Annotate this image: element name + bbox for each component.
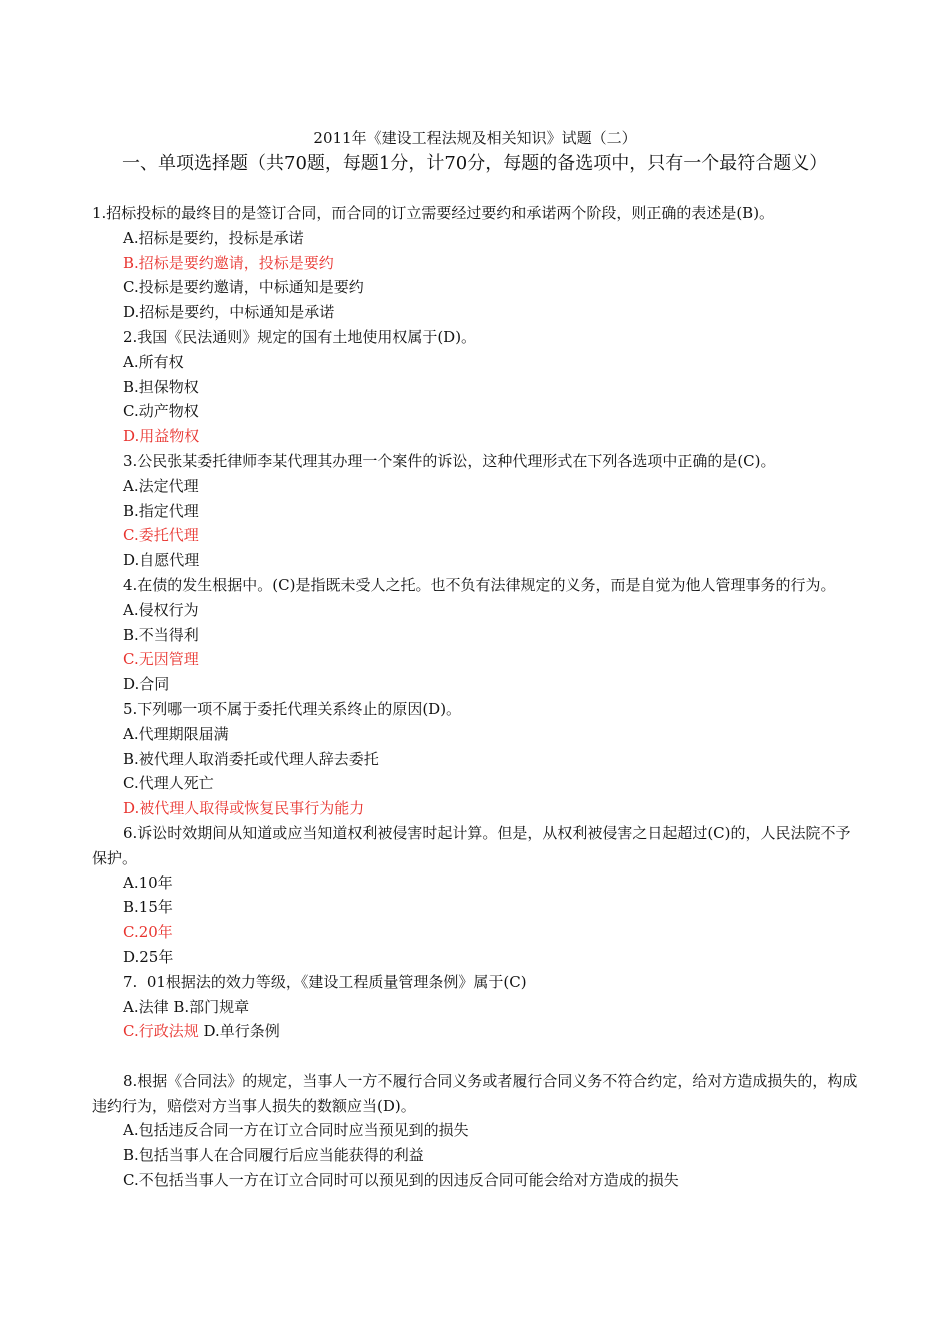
answer-option-3c: C.委托代理	[123, 526, 199, 545]
option-5b: B.被代理人取消委托或代理人辞去委托	[123, 749, 379, 768]
question-list	[92, 201, 862, 1193]
section-heading: 一、单项选择题（共70题，每题1分，计70分，每题的备选项中，只有一个最符合题义）	[122, 153, 828, 174]
question-stem-2: 2.我国《民法通则》规定的国有土地使用权属于(D)。	[123, 327, 477, 346]
option-4a: A.侵权行为	[123, 600, 199, 619]
options-7-line-2	[92, 1019, 862, 1044]
option-5c: C.代理人死亡	[123, 774, 214, 793]
option-6a: A.10年	[123, 873, 173, 892]
question-stem-3: 3.公民张某委托律师李某代理其办理一个案件的诉讼，这种代理形式在下列各选项中正确的是(C)。	[123, 451, 776, 470]
option-7d: D.单行条例	[198, 1022, 280, 1041]
option-2b: B.担保物权	[123, 377, 199, 396]
answer-option-1b: B.招标是要约邀请，投标是要约	[123, 253, 334, 272]
answer-option-6c: C.20年	[123, 923, 173, 942]
option-2c: C.动产物权	[123, 402, 199, 421]
question-stem-8: 8.根据《合同法》的规定，当事人一方不履行合同义务或者履行合同义务不符合约定，给对方造成损失的，构成违约行为，赔偿对方当事人损失的数额应当(D)。	[92, 1071, 858, 1115]
question-stem-7: 7. 01根据法的效力等级，《建设工程质量管理条例》属于(C)	[123, 972, 527, 991]
blank-line	[92, 1044, 862, 1069]
question-stem-6: 6.诉讼时效期间从知道或应当知道权利被侵害时起计算。但是，从权利被侵害之日起超过(C)的，人民法院不予保护。	[92, 823, 851, 867]
question-stem-4: 4.在债的发生根据中。(C)是指既未受人之托。也不负有法律规定的义务，而是自觉为他人管理事务的行为。	[123, 575, 836, 594]
answer-option-2d: D.用益物权	[123, 427, 200, 446]
option-8b: B.包括当事人在合同履行后应当能获得的利益	[123, 1146, 424, 1165]
question-stem-5: 5.下列哪一项不属于委托代理关系终止的原因(D)。	[123, 699, 462, 718]
option-1d: D.招标是要约，中标通知是承诺	[123, 303, 335, 322]
option-5a: A.代理期限届满	[123, 724, 229, 743]
question-stem-1: 1.招标投标的最终目的是签订合同，而合同的订立需要经过要约和承诺两个阶段，则正确的表述是(B)。	[92, 204, 775, 222]
answer-option-7c: C.行政法规	[123, 1022, 199, 1041]
option-3d: D.自愿代理	[123, 551, 200, 570]
option-4b: B.不当得利	[123, 625, 199, 644]
document-title: 2011年《建设工程法规及相关知识》试题（二）	[313, 129, 637, 147]
option-6b: B.15年	[123, 898, 173, 917]
options-7-line-1: A.法律 B.部门规章	[123, 997, 250, 1016]
option-2a: A.所有权	[123, 352, 184, 371]
answer-option-4c: C.无因管理	[123, 650, 199, 669]
option-8c: C.不包括当事人一方在订立合同时可以预见到的因违反合同可能会给对方造成的损失	[123, 1171, 679, 1190]
option-1c: C.投标是要约邀请，中标通知是要约	[123, 278, 364, 297]
answer-option-5d: D.被代理人取得或恢复民事行为能力	[123, 799, 365, 818]
option-1a: A.招标是要约，投标是承诺	[123, 228, 304, 247]
option-8a: A.包括违反合同一方在订立合同时应当预见到的损失	[123, 1121, 469, 1140]
option-6d: D.25年	[123, 947, 174, 966]
option-3a: A.法定代理	[123, 476, 199, 495]
option-3b: B.指定代理	[123, 501, 199, 520]
option-4d: D.合同	[123, 675, 170, 694]
